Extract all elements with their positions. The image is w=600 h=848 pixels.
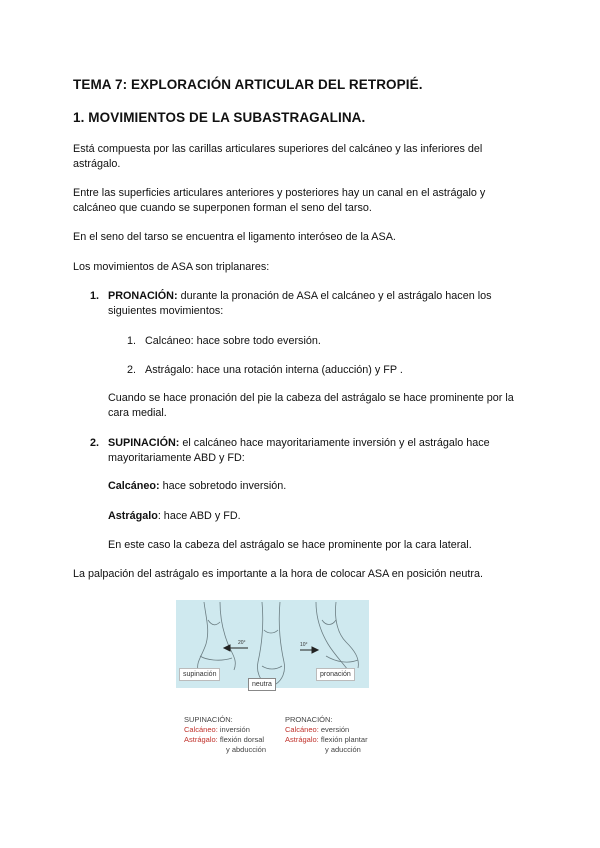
supination-label: SUPINACIÓN: bbox=[108, 437, 180, 449]
caption-text: eversión bbox=[318, 725, 350, 734]
paragraph-2 bbox=[73, 186, 485, 216]
pronation-note bbox=[108, 391, 514, 421]
left-foot-outline bbox=[208, 620, 220, 625]
paragraph-3 bbox=[73, 230, 396, 245]
caption-text: y abducción bbox=[226, 745, 267, 754]
calcaneus-line bbox=[108, 479, 286, 494]
center-foot-outline bbox=[276, 602, 285, 684]
caption-text: flexión dorsal bbox=[217, 735, 265, 744]
closing-paragraph: La palpación del astrágalo es importante a la hora de colocar ASA en posición neutra. bbox=[73, 568, 483, 580]
calcaneus-label: Calcáneo: bbox=[108, 480, 160, 492]
text-line: calcáneo que cuando se superponen forman el seno del tarso. bbox=[73, 202, 372, 214]
text-line: Entre las superficies articulares anteriores y posteriores hay un canal en el astrágalo y bbox=[73, 187, 486, 199]
pronation-label: PRONACIÓN: bbox=[108, 290, 178, 302]
section-heading: 1. MOVIMIENTOS DE LA SUBASTRAGALINA. bbox=[73, 110, 366, 125]
angle-left-label: 20° bbox=[238, 640, 246, 646]
text-line: mayoritariamente ABD y FD: bbox=[108, 452, 245, 464]
angle-right-label: 10° bbox=[300, 642, 308, 648]
page-title: TEMA 7: EXPLORACIÓN ARTICULAR DEL RETROPIÉ. bbox=[73, 77, 423, 92]
supination-tag: supinación bbox=[179, 668, 220, 681]
right-foot-outline bbox=[316, 602, 348, 670]
caption-title: PRONACIÓN: bbox=[285, 715, 333, 724]
text-line: Está compuesta por las carillas articulares superiores del calcáneo y las inferiores del bbox=[73, 143, 483, 155]
text-line: siguientes movimientos: bbox=[108, 305, 224, 317]
text-line: : hace ABD y FD. bbox=[157, 510, 241, 522]
text-line: el calcáneo hace mayoritariamente inversión y el astrágalo hace bbox=[179, 437, 490, 449]
right-foot-outline bbox=[326, 656, 358, 662]
right-foot-outline bbox=[322, 620, 336, 625]
list-number: 1. bbox=[127, 335, 137, 347]
text-line: hace sobretodo inversión. bbox=[159, 480, 287, 492]
neutral-tag: neutra bbox=[248, 678, 276, 691]
foot-figure bbox=[176, 600, 369, 688]
left-foot-outline bbox=[200, 656, 232, 660]
caption-label: Calcáneo: bbox=[285, 725, 319, 734]
center-foot-outline bbox=[262, 666, 282, 669]
caption-supination bbox=[184, 715, 266, 755]
caption-label: Astrágalo: bbox=[184, 735, 218, 744]
center-foot-outline bbox=[264, 630, 278, 633]
caption-label: Calcáneo: bbox=[184, 725, 218, 734]
sub-item: Astrágalo: hace una rotación interna (aducción) y FP . bbox=[145, 364, 403, 376]
pronation-tag: pronación bbox=[316, 668, 355, 681]
talus-line bbox=[108, 509, 241, 524]
text-line: astrágalo. bbox=[73, 158, 121, 170]
caption-label: Astrágalo: bbox=[285, 735, 319, 744]
caption-title: SUPINACIÓN: bbox=[184, 715, 233, 724]
text-line: durante la pronación de ASA el calcáneo y el astrágalo hacen los bbox=[177, 290, 492, 302]
sub-item: Calcáneo: hace sobre todo eversión. bbox=[145, 335, 321, 347]
list-number: 1. bbox=[90, 290, 100, 302]
caption-text: flexión plantar bbox=[318, 735, 368, 744]
supination-note: En este caso la cabeza del astrágalo se hace prominente por la cara lateral. bbox=[108, 539, 472, 551]
pronation-item bbox=[108, 289, 492, 319]
text-line: En el seno del tarso se encuentra el ligamento interóseo de la ASA. bbox=[73, 231, 396, 243]
right-foot-outline bbox=[335, 602, 358, 668]
left-foot-outline bbox=[198, 602, 208, 670]
list-number: 2. bbox=[127, 364, 137, 376]
text-line: Cuando se hace pronación del pie la cabeza del astrágalo se hace prominente por la bbox=[108, 392, 514, 404]
caption-pronation bbox=[285, 715, 368, 755]
arrow-right-head bbox=[312, 647, 318, 653]
supination-item bbox=[108, 436, 490, 466]
center-foot-outline bbox=[257, 602, 266, 684]
talus-label: Astrágalo bbox=[108, 510, 158, 522]
caption-text: y aducción bbox=[325, 745, 361, 754]
paragraph-1 bbox=[73, 142, 482, 172]
text-line: Los movimientos de ASA son triplanares: bbox=[73, 261, 270, 273]
list-number: 2. bbox=[90, 437, 100, 449]
paragraph-4 bbox=[73, 260, 269, 275]
caption-text: inversión bbox=[217, 725, 250, 734]
arrow-left-head bbox=[224, 645, 230, 651]
text-line: cara medial. bbox=[108, 407, 167, 419]
